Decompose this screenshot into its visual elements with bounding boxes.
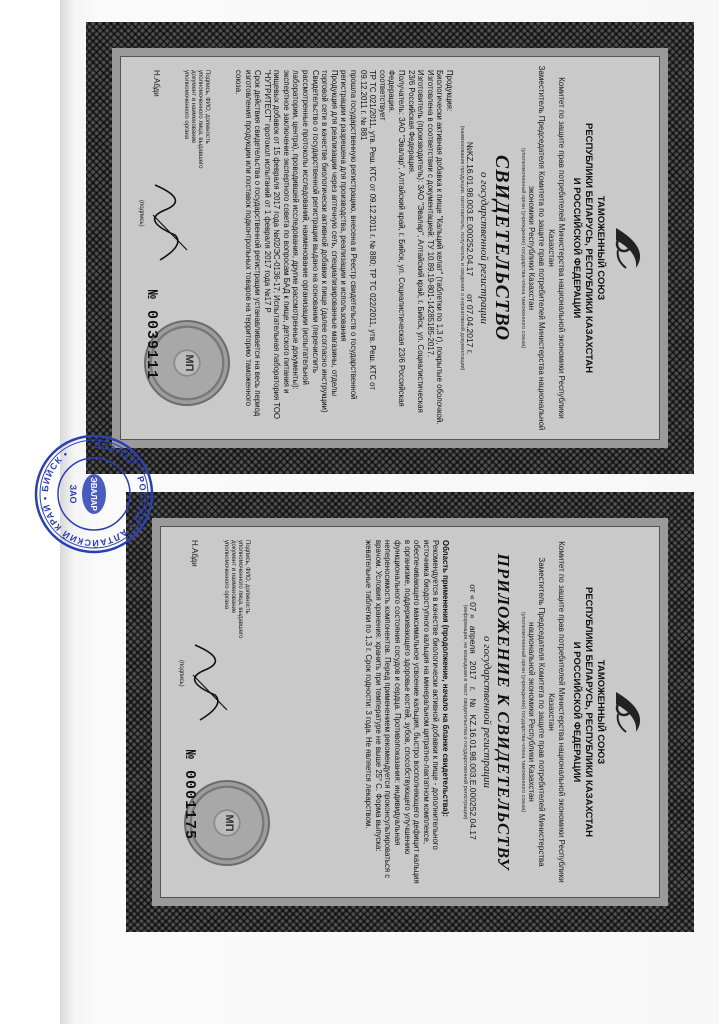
- signature-icon: [185, 640, 235, 730]
- authority-caption: (уполномоченный орган (учреждение) государства-члена таможенного союза): [520, 611, 526, 813]
- certificate-content: [130, 60, 650, 436]
- document-subtitle: о государственной регистрации: [481, 636, 493, 788]
- authority-caption: (уполномоченный орган (учреждение) государства-члена таможенного союза): [520, 147, 526, 349]
- body-paragraph: экспертное заключение экспертного совета по вопросам БАД к пище, детского питания и пищевых добавок от 15 февраля 2017 года №02/ЭС-0136-17; Испытательная лаборатория ТОО "НУТРИТЕСТ" протокол испытаний от 1 февраля 2017 года №17 Р: [262, 70, 291, 419]
- appendix-body: [364, 540, 450, 884]
- serial-number: № 0039111: [143, 290, 160, 381]
- documents-caption: (наименование продукции, изготовитель, получатель и сведения о нормативной документации): [459, 125, 465, 371]
- certificate-body: [233, 70, 454, 426]
- info-caption: (информация, не вошедшая в текст свидетельства о государственной регистрации): [462, 604, 468, 820]
- body-paragraph: соответствует: [377, 70, 387, 121]
- appendix-content: [170, 530, 650, 894]
- body-paragraph: Свидетельство о государственной регистрации выдано на основании (перечислить рассмотренные протоколы исследований, наименование организации (испытательной лаборатории, центра), проводившей исследования, другие рассмотренные документы):: [291, 70, 320, 390]
- customs-union-logo-icon: [608, 688, 646, 736]
- body-paragraph: Продукция для реализации через аптечную сеть, специализированные магазины, отделы торговой сети в качестве биологически активной добавки к пище (далее согласно инструкции): [320, 70, 339, 413]
- deputy-title: Заместитель Председателя Комитета по защите прав потребителей Министерства национальной экономики Республики Казахстан: [527, 557, 546, 867]
- company-stamp-icon: [32, 432, 156, 556]
- document-subtitle: о государственной регистрации: [478, 172, 490, 324]
- republics-line-2: И РОССИЙСКОЙ ФЕДЕРАЦИИ: [571, 177, 582, 319]
- registration-date-line: от « 07 » апреля 2017 г. № KZ.16.01.98.003.E.000252.04.17: [468, 584, 478, 840]
- republics-line-2: И РОССИЙСКОЙ ФЕДЕРАЦИИ: [571, 641, 582, 783]
- body-paragraph: Продукция:: [445, 70, 454, 112]
- body-paragraph: Область применения (продолжение, начало на бланке свидетельства):: [441, 540, 450, 817]
- signature-icon: [145, 180, 195, 270]
- signature-mark: (подпись): [138, 200, 144, 227]
- appendix-frame: [126, 492, 694, 932]
- signer-name: Н.Абди: [152, 70, 161, 97]
- registration-date: от 07.04.2017 г.: [465, 294, 475, 355]
- signature-mark: (подпись): [178, 660, 184, 687]
- signer-name: Н.Абди: [190, 540, 199, 567]
- body-paragraph: прошла государственную регистрацию, внесена в Реестр свидетельств о государственной регистрации и разрешена для производства, реализации и использования: [339, 70, 359, 400]
- deputy-title: Заместитель Председателя Комитета по защите прав потребителей Министерства национальной экономики Республики Казахстан: [527, 65, 546, 431]
- union-heading: ТАМОЖЕННЫЙ СОЮЗ: [595, 659, 606, 765]
- committee-name: Комитет по защите прав потребителей Министерства национальной экономики Республики Казахстан: [547, 541, 566, 883]
- republics-line-1: РЕСПУБЛИКИ БЕЛАРУСЬ, РЕСПУБЛИКИ КАЗАХСТАН: [583, 122, 594, 374]
- certificate-paper: [120, 56, 660, 440]
- body-paragraph: Получатель: ЗАО "Эвалар", Алтайский край, г. Бийск, ул. Социалистическая 23/6 Российская Федерация.: [387, 70, 407, 407]
- official-seal: МП: [144, 320, 230, 406]
- republics-line-1: РЕСПУБЛИКИ БЕЛАРУСЬ, РЕСПУБЛИКИ КАЗАХСТАН: [583, 586, 594, 838]
- body-paragraph: Биологически активная добавка к пище "Кальций хелат" (таблетки по 1,3 г), покрытые оболочкой. Изготовлена в соответствии с документацией: ТУ 10.89.19-801-14285185-2017.: [425, 70, 445, 425]
- registration-number: №KZ.16.01.98.003.E.000252.04.17: [465, 141, 475, 277]
- appendix-paper: [160, 526, 660, 898]
- certificate-frame: [86, 22, 694, 474]
- body-paragraph: Срок действия свидетельства о государственной регистрации устанавливается на весь период изготовления продукции или поставок подконтрольных товаров на территорию таможенного союза.: [233, 70, 263, 417]
- body-paragraph: Изготовитель (производитель): ЗАО "Эвалар", Алтайский край, г. Бийск, ул. Социалистическая 23/6 Российская Федерация.: [406, 70, 426, 413]
- signer-caption: Подпись, ФИО, должность уполномоченного лица, выдавшего документ и наименование уполномоченного органа: [223, 540, 250, 639]
- serial-number: № 0001175: [181, 750, 198, 841]
- stamp-ring-text: ЭВАЛАР • РОССИЯ • АЛТАЙСКИЙ КРАЙ • БИЙСК •: [39, 439, 149, 549]
- union-heading: ТАМОЖЕННЫЙ СОЮЗ: [595, 195, 606, 301]
- stamp-center-text: ЭВАЛАР: [89, 477, 98, 511]
- customs-union-logo-icon: [608, 224, 646, 272]
- official-seal: МП: [184, 780, 270, 866]
- signer-caption: Подпись, ФИО, должность уполномоченного лица, выдавшего документ и наименование уполномоченного органа: [183, 70, 210, 169]
- committee-name: Комитет по защите прав потребителей Министерства национальной экономики Республики Казахстан: [547, 77, 566, 419]
- document-title: ПРИЛОЖЕНИЕ К СВИДЕТЕЛЬСТВУ: [494, 553, 513, 871]
- stamp-number: ЗАО: [68, 484, 78, 504]
- body-paragraph: Рекомендуется в качестве биологически активной добавки к пище - дополнительного источника биодоступного кальция на минеральном цитратно-лактатном комплексе, обеспечивающего максимальное усвоение кальция, быстро восполняющего дефицит кальция в организме, поддерживающего здоровье костей, зубов, способствующего улучшению функционального состояния сосудов и сердца. Противопоказания: индивидуальная непереносимость компонентов. Перед применением рекомендуется проконсультироваться с врачом. Условия хранения: хранить при температуре не выше 25° С. Форма выпуска: жевательные таблетки по 1,3 г. Срок годности: 3 года. Не является лекарством.: [364, 540, 441, 884]
- body-paragraph: ТР ТС 021/2011, утв. Реш. КТС от 09.12.2011 г. № 880; ТР ТС 022/2011, утв. Реш. КТС от 09.12.2011 г. № 881: [358, 70, 378, 390]
- document-title: СВИДЕТЕЛЬСТВО: [491, 154, 513, 342]
